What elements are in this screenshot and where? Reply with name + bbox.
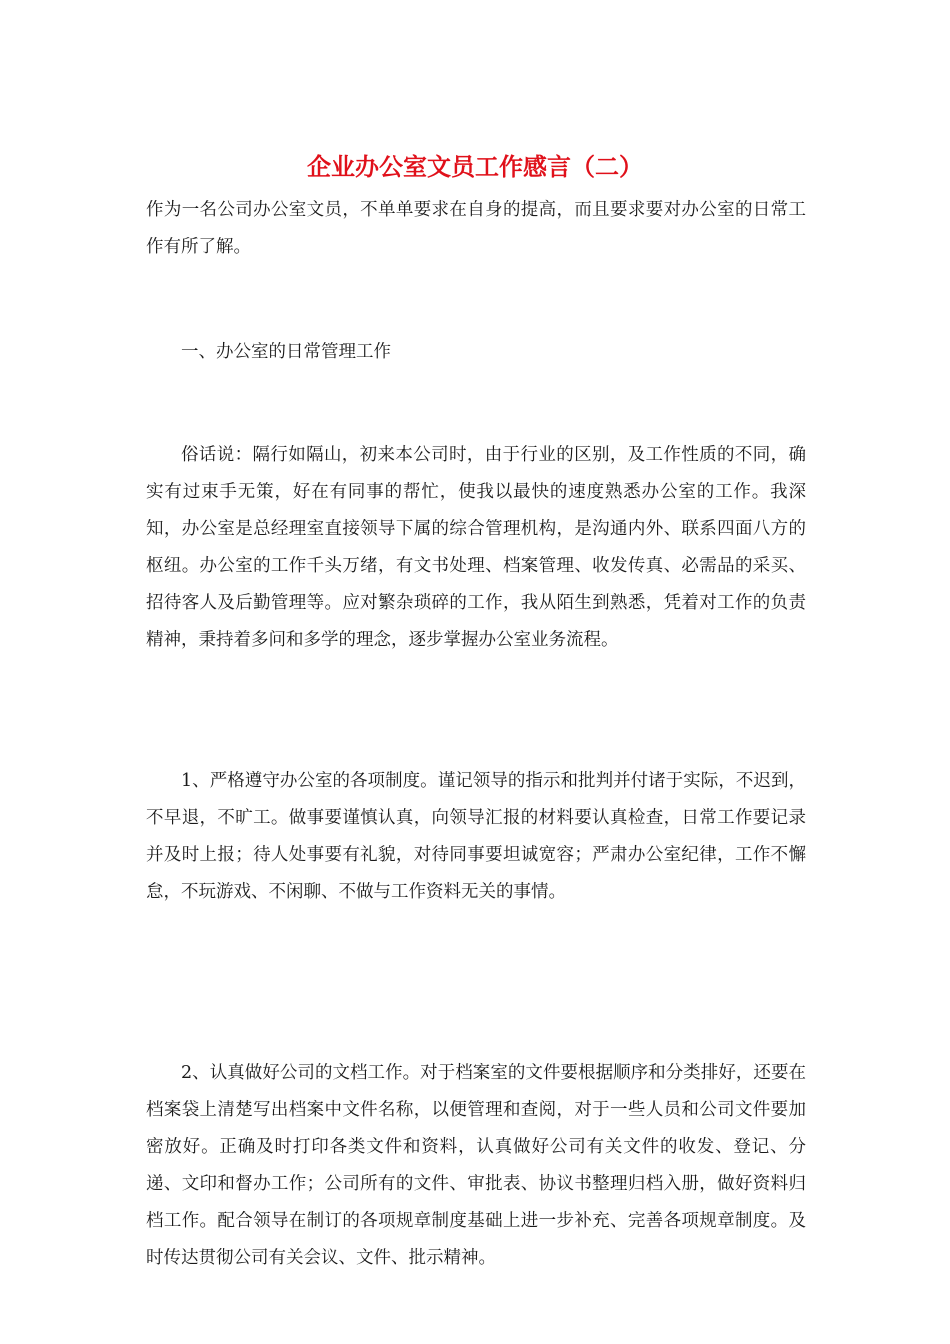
intro-paragraph: 作为一名公司办公室文员，不单单要求在自身的提高，而且要求要对办公室的日常工作有所了解。 <box>146 200 806 257</box>
list-item-paragraph: 2、认真做好公司的文档工作。对于档案室的文件要根据顺序和分类排好，还要在档案袋上清楚写出档案中文件名称，以便管理和查阅，对于一些人员和公司文件要加密放好。正确及时打印各类文件和资料，认真做好公司有关文件的收发、登记、分递、文印和督办工作；公司所有的文件、审批表、协议书整理归档入册，做好资料归档工作。配合领导在制订的各项规章制度基础上进一步补充、完善各项规章制度。及时传达贯彻公司有关会议、文件、批示精神。 <box>146 1063 806 1268</box>
section-heading: 一、办公室的日常管理工作 <box>181 342 391 362</box>
list-item-paragraph: 1、严格遵守办公室的各项制度。谨记领导的指示和批判并付诸于实际，不迟到，不早退，不旷工。做事要谨慎认真，向领导汇报的材料要认真检查，日常工作要记录并及时上报；待人处事要有礼貌，对待同事要坦诚宽容；严肃办公室纪律，工作不懈怠，不玩游戏、不闲聊、不做与工作资料无关的事情。 <box>146 771 806 902</box>
document-title: 企业办公室文员工作感言（二） <box>307 152 643 181</box>
body-paragraph: 俗话说：隔行如隔山，初来本公司时，由于行业的区别，及工作性质的不同，确实有过束手无策，好在有同事的帮忙，使我以最快的速度熟悉办公室的工作。我深知，办公室是总经理室直接领导下属的综合管理机构，是沟通内外、联系四面八方的枢纽。办公室的工作千头万绪，有文书处理、档案管理、收发传真、必需品的采买、招待客人及后勤管理等。应对繁杂琐碎的工作，我从陌生到熟悉，凭着对工作的负责精神，秉持着多问和多学的理念，逐步掌握办公室业务流程。 <box>146 445 806 650</box>
